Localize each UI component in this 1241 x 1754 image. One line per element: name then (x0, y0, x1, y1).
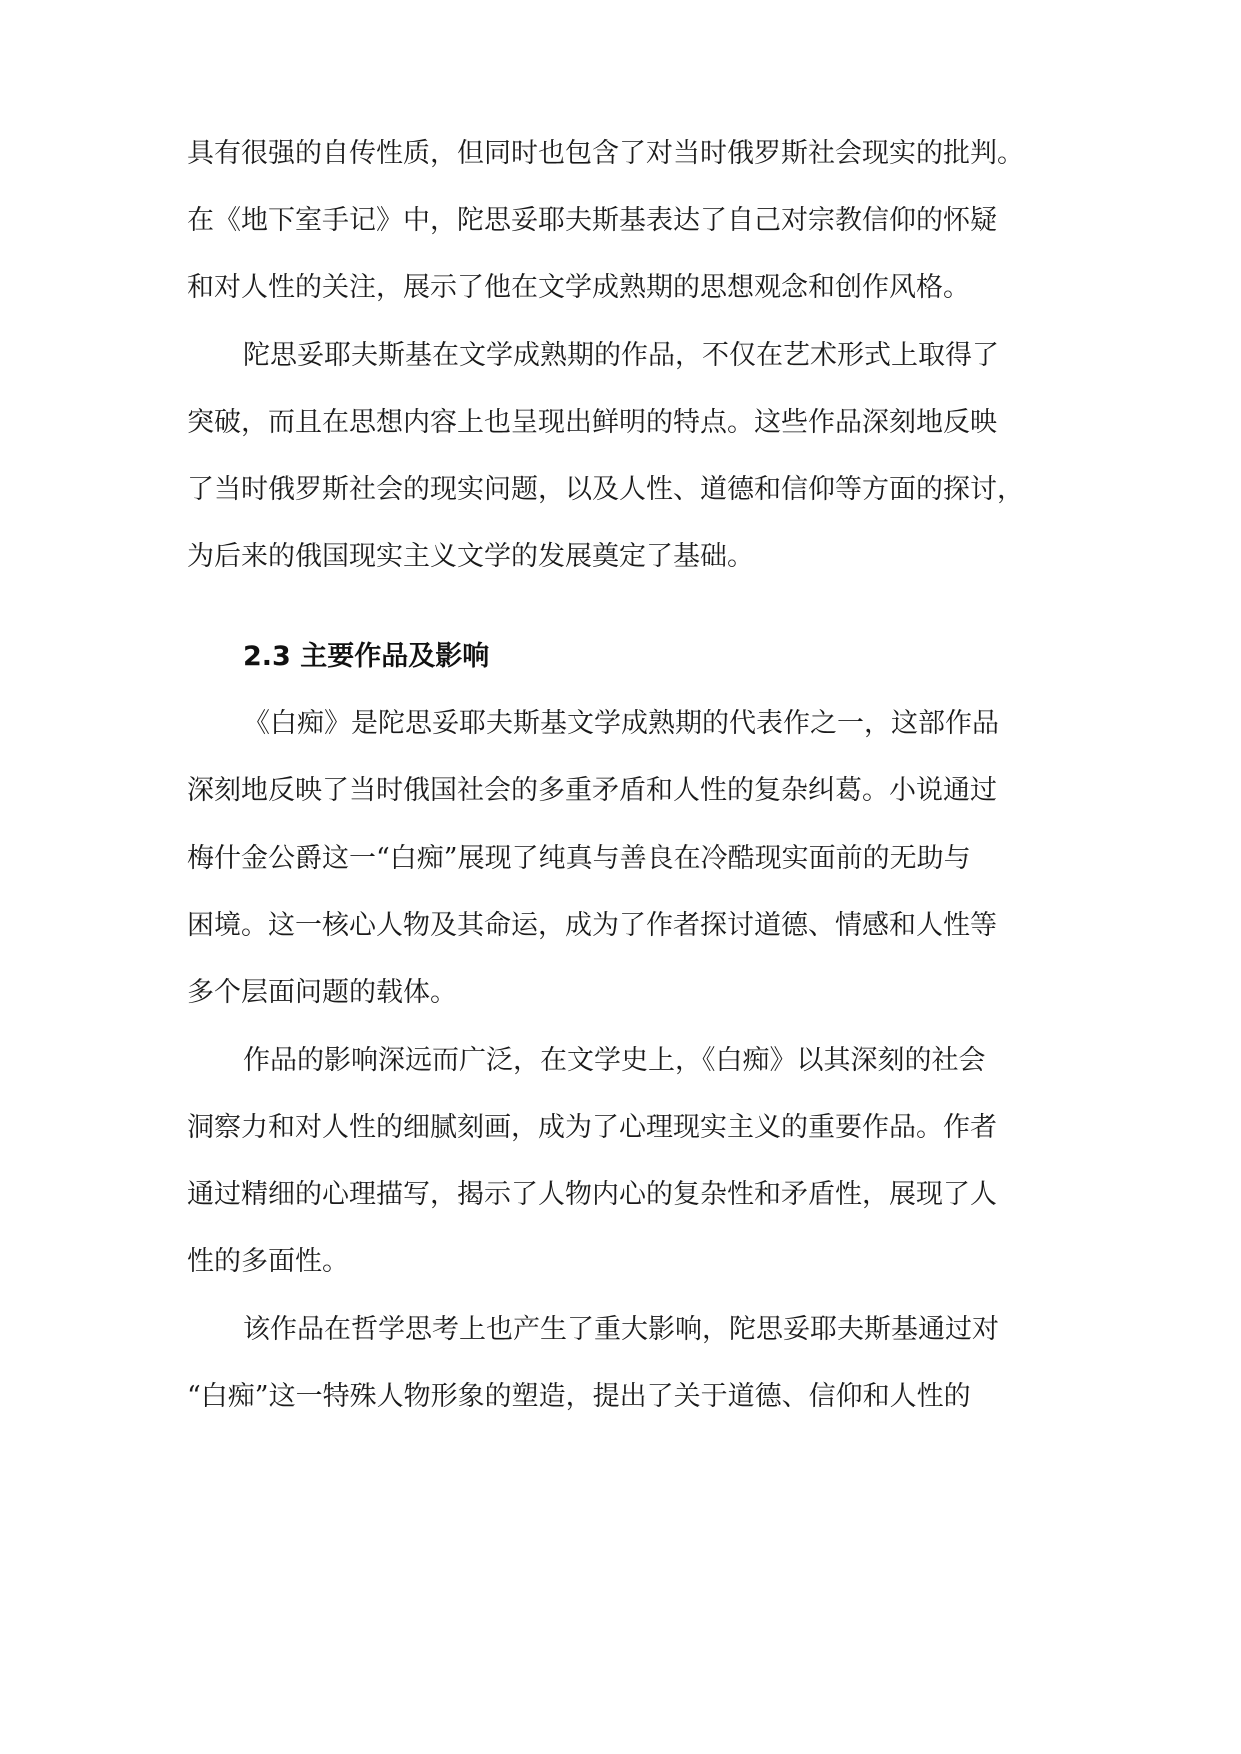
text-line-10: 深刻地反映了当时俄国社会的多重矛盾和人性的复杂纠葛。小说通过 (187, 775, 997, 806)
text-line-13: 多个层面问题的载体。 (187, 977, 457, 1008)
text-line-15: 洞察力和对人性的细腻刻画，成为了心理现实主义的重要作品。作者 (187, 1112, 997, 1143)
text-line-16: 通过精细的心理描写，揭示了人物内心的复杂性和矛盾性，展现了人 (187, 1179, 997, 1210)
text-line-2: 在《地下室手记》中，陀思妥耶夫斯基表达了自己对宗教信仰的怀疑 (187, 205, 997, 236)
section-heading: 2.3 主要作品及影响 (243, 641, 490, 672)
text-line-1: 具有很强的自传性质，但同时也包含了对当时俄罗斯社会现实的批判。 (187, 138, 1024, 169)
text-line-6: 了当时俄罗斯社会的现实问题，以及人性、道德和信仰等方面的探讨， (187, 474, 1024, 505)
text-line-12: 困境。这一核心人物及其命运，成为了作者探讨道德、情感和人性等 (187, 910, 997, 941)
paragraph-start-line: 陀思妥耶夫斯基在文学成熟期的作品，不仅在艺术形式上取得了 (243, 340, 999, 371)
paragraph-start-line: 《白痴》是陀思妥耶夫斯基文学成熟期的代表作之一，这部作品 (243, 708, 999, 739)
text-line-19: “白痴”这一特殊人物形象的塑造，提出了关于道德、信仰和人性的 (187, 1381, 971, 1412)
paragraph-start-line: 作品的影响深远而广泛，在文学史上，《白痴》以其深刻的社会 (243, 1045, 986, 1076)
paragraph-start-line: 该作品在哲学思考上也产生了重大影响，陀思妥耶夫斯基通过对 (243, 1314, 999, 1345)
text-line-11: 梅什金公爵这一“白痴”展现了纯真与善良在冷酷现实面前的无助与 (187, 843, 971, 874)
text-line-3: 和对人性的关注，展示了他在文学成熟期的思想观念和创作风格。 (187, 272, 970, 303)
text-line-7: 为后来的俄国现实主义文学的发展奠定了基础。 (187, 541, 754, 572)
text-line-5: 突破，而且在思想内容上也呈现出鲜明的特点。这些作品深刻地反映 (187, 407, 997, 438)
text-line-17: 性的多面性。 (187, 1246, 349, 1277)
